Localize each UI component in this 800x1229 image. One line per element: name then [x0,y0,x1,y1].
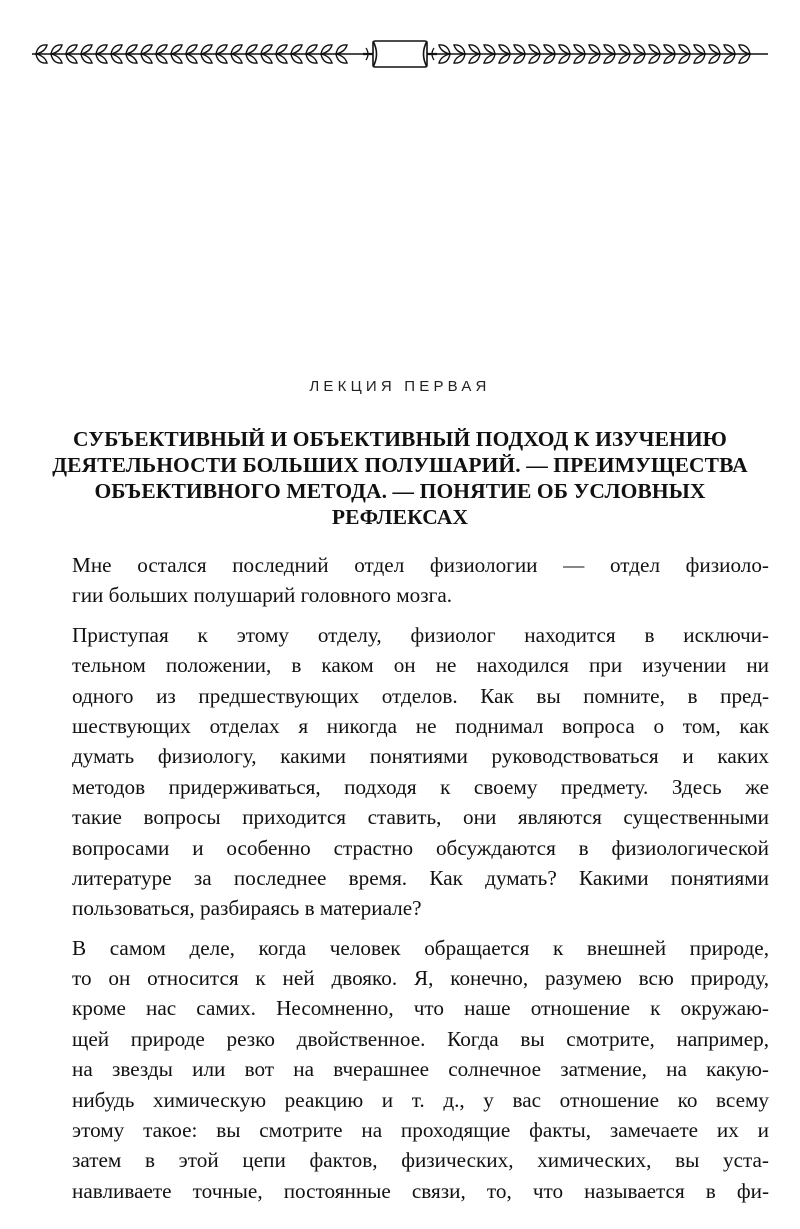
laurel-leaf-icon [574,45,585,54]
laurel-leaf-icon [514,54,525,63]
laurel-branch-right-icon [437,45,768,63]
laurel-leaf-icon [186,45,197,54]
laurel-leaf-icon [336,45,347,54]
paragraph [72,620,769,924]
laurel-leaf-icon [96,54,107,63]
laurel-leaf-icon [709,54,720,63]
laurel-leaf-icon [186,54,197,63]
laurel-leaf-icon [81,45,92,54]
laurel-leaf-icon [454,54,465,63]
laurel-leaf-icon [739,45,750,54]
laurel-leaf-icon [439,54,450,63]
laurel-leaf-icon [51,54,62,63]
text-line: одного из предшествующих отделов. Как вы помните, в пред- [72,683,769,708]
laurel-leaf-icon [201,45,212,54]
laurel-leaf-icon [604,54,615,63]
text-line: Приступая к этому отделу, физиолог находится в исключи- [72,622,769,647]
laurel-leaf-icon [261,54,272,63]
laurel-leaf-icon [544,54,555,63]
laurel-leaf-icon [291,54,302,63]
laurel-leaf-icon [51,45,62,54]
text-line: нибудь химическую реакцию и т. д., у вас отношение ко всему [72,1087,769,1112]
laurel-leaf-icon [141,54,152,63]
laurel-leaf-icon [724,45,735,54]
laurel-leaf-icon [559,54,570,63]
chapter-title-line: ДЕЯТЕЛЬНОСТИ БОЛЬШИХ ПОЛУШАРИЙ. — ПРЕИМУЩЕСТВА [52,453,748,477]
laurel-leaf-icon [126,45,137,54]
laurel-leaf-icon [589,54,600,63]
laurel-leaf-icon [216,54,227,63]
laurel-leaf-icon [664,54,675,63]
laurel-leaf-icon [694,54,705,63]
laurel-leaf-icon [454,45,465,54]
text-line: пользоваться, разбираясь в материале? [72,896,422,921]
laurel-leaf-icon [141,45,152,54]
laurel-leaf-icon [694,45,705,54]
laurel-leaf-icon [559,45,570,54]
laurel-leaf-icon [529,45,540,54]
laurel-leaf-icon [709,45,720,54]
laurel-leaf-icon [514,45,525,54]
text-line: литературе за последнее время. Как думать? Какими понятиями [72,865,769,890]
laurel-leaf-icon [649,45,660,54]
laurel-leaf-icon [469,54,480,63]
chapter-title-line: РЕФЛЕКСАХ [331,505,469,529]
laurel-leaf-icon [306,45,317,54]
laurel-leaf-icon [484,45,495,54]
laurel-leaf-icon [231,54,242,63]
ornament-center-scroll-icon [363,41,437,67]
text-line: думать физиологу, какими понятиями руководствоваться и каких [72,744,769,769]
laurel-leaf-icon [679,54,690,63]
laurel-leaf-icon [36,54,47,63]
laurel-leaf-icon [439,45,450,54]
laurel-leaf-icon [216,45,227,54]
laurel-leaf-icon [276,45,287,54]
text-line: шествующих отделах я никогда не поднимал вопроса о том, как [72,713,769,738]
chapter-title-line: ОБЪЕКТИВНОГО МЕТОДА. — ПОНЯТИЕ ОБ УСЛОВНЫХ [94,479,706,503]
text-line: щей природе резко двойственное. Когда вы смотрите, например, [72,1026,769,1051]
laurel-leaf-icon [679,45,690,54]
laurel-leaf-icon [261,45,272,54]
laurel-leaf-icon [81,54,92,63]
text-line: гии больших полушарий головного мозга. [72,583,453,608]
laurel-leaf-icon [171,45,182,54]
laurel-leaf-icon [589,45,600,54]
text-line: то он относится к ней двояко. Я, конечно, разумею всю природу, [72,966,769,991]
body-text [72,550,769,1206]
laurel-branch-left-icon [32,45,363,63]
laurel-leaf-icon [276,54,287,63]
laurel-leaf-icon [96,45,107,54]
text-line: Мне остался последний отдел физиологии — отдел физиоло- [72,553,769,577]
laurel-leaf-icon [36,45,47,54]
laurel-leaf-icon [739,54,750,63]
laurel-leaf-icon [66,45,77,54]
laurel-leaf-icon [111,45,122,54]
laurel-leaf-icon [724,54,735,63]
paragraph [72,933,769,1207]
text-line: такие вопросы приходится ставить, они являются существенными [72,805,769,830]
laurel-leaf-icon [66,54,77,63]
laurel-leaf-icon [574,54,585,63]
laurel-leaf-icon [111,54,122,63]
laurel-leaf-icon [246,45,257,54]
laurel-leaf-icon [619,54,630,63]
laurel-leaf-icon [604,45,615,54]
laurel-leaf-icon [246,54,257,63]
chapter-title-line: СУБЪЕКТИВНЫЙ И ОБЪЕКТИВНЫЙ ПОДХОД К ИЗУЧЕНИЮ [73,427,727,451]
laurel-leaf-icon [126,54,137,63]
laurel-leaf-icon [544,45,555,54]
text-line: навливаете точные, постоянные связи, то, что называется в фи- [72,1178,769,1203]
laurel-leaf-icon [529,54,540,63]
laurel-leaf-icon [321,54,332,63]
laurel-leaf-icon [664,45,675,54]
text-line: тельном положении, в каком он не находился при изучении ни [72,653,769,678]
laurel-leaf-icon [171,54,182,63]
text-line: методов придерживаться, подходя к своему предмету. Здесь же [72,774,769,799]
laurel-leaf-icon [649,54,660,63]
laurel-leaf-icon [634,54,645,63]
laurel-leaf-icon [156,54,167,63]
laurel-ornament-divider-icon [28,36,772,72]
laurel-leaf-icon [321,45,332,54]
laurel-leaf-icon [156,45,167,54]
laurel-leaf-icon [231,45,242,54]
laurel-leaf-icon [634,45,645,54]
laurel-leaf-icon [306,54,317,63]
lecture-label: ЛЕКЦИЯ ПЕРВАЯ [309,378,491,395]
laurel-leaf-icon [499,45,510,54]
text-line: кроме нас самих. Несомненно, что наше отношение к окружаю- [72,996,769,1021]
paragraph [72,550,769,611]
text-line: В самом деле, когда человек обращается к внешней природе, [72,935,769,960]
laurel-leaf-icon [201,54,212,63]
text-line: вопросами и особенно страстно обсуждаются в физиологической [72,835,769,860]
text-line: на звезды или вот на вчерашнее солнечное затмение, на какую- [72,1057,769,1082]
laurel-leaf-icon [469,45,480,54]
laurel-leaf-icon [484,54,495,63]
laurel-leaf-icon [336,54,347,63]
laurel-leaf-icon [499,54,510,63]
text-line: затем в этой цепи фактов, физических, химических, вы уста- [72,1148,769,1173]
laurel-leaf-icon [291,45,302,54]
text-line: этому такое: вы смотрите на проходящие факты, замечаете их и [72,1118,769,1143]
chapter-title [40,426,760,530]
laurel-leaf-icon [619,45,630,54]
